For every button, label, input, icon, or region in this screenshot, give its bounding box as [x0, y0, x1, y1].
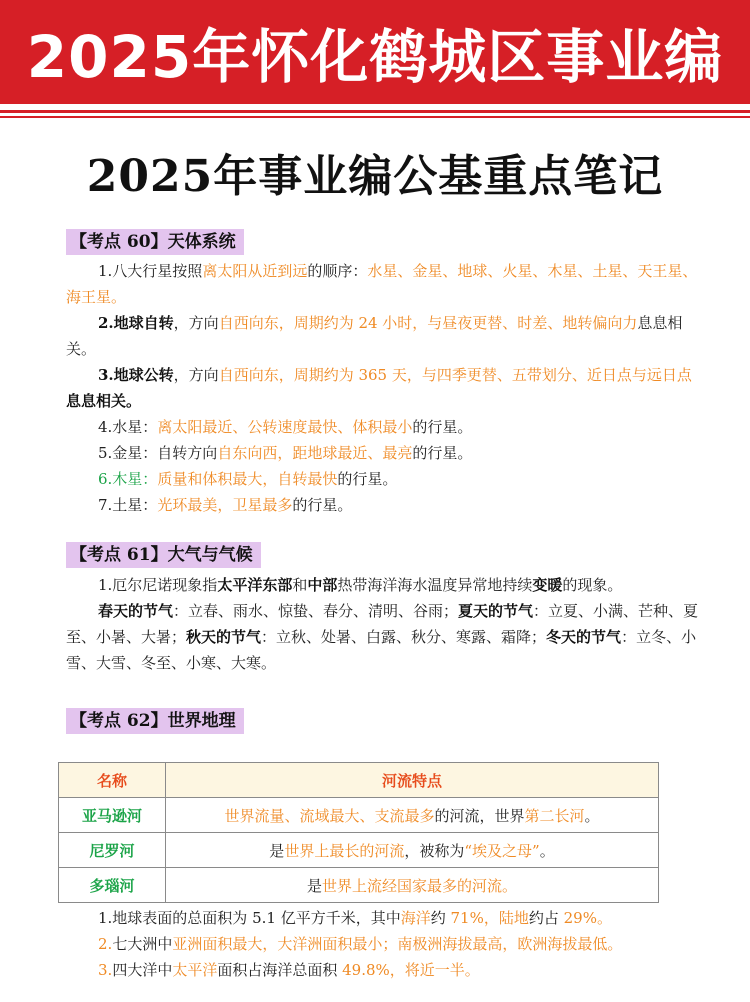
point-62-3: 3.四大洋中太平洋面积占海洋总面积 49.8%，将近一半。 [98, 961, 480, 979]
header-banner [0, 0, 750, 104]
banner-divider [0, 110, 750, 113]
river-name: 尼罗河 [59, 833, 166, 868]
section-tag-62: 【考点 62】世界地理 [66, 708, 244, 734]
banner-title: 2025年怀化鹤城区事业编 [26, 23, 724, 91]
point-62-2: 2.七大洲中亚洲面积最大，大洋洲面积最小；南极洲海拔最高，欧洲海拔最低。 [98, 935, 623, 953]
table-header-row [59, 763, 659, 798]
table-row [59, 798, 659, 833]
banner-divider-thin [0, 116, 750, 118]
point-61-1: 1.厄尔尼诺现象指太平洋东部和中部热带海洋海水温度异常地持续变暖的现象。 [98, 576, 623, 594]
river-feature: 是世界上流经国家最多的河流。 [166, 868, 659, 903]
rivers-table [58, 762, 659, 903]
river-feature: 世界流量、流域最大、支流最多的河流，世界第二长河。 [166, 798, 659, 833]
river-name: 多瑙河 [59, 868, 166, 903]
point-62-1: 1.地球表面的总面积为 5.1 亿平方千米，其中海洋约 71%，陆地约占 29%。 [98, 909, 612, 927]
point-61-2: 春天的节气：立春、雨水、惊蛰、春分、清明、谷雨；夏天的节气：立夏、小满、芒种、夏至、小暑、大暑；秋天的节气：立秋、处暑、白露、秋分、寒露、霜降；冬天的节气：立冬、小雪、大雪、冬至、小寒、大寒。 [66, 602, 699, 672]
river-feature: 是世界上最长的河流，被称为“埃及之母”。 [166, 833, 659, 868]
point-60-6: 6.木星：质量和体积最大，自转最快的行星。 [98, 470, 398, 488]
table-row [59, 833, 659, 868]
point-60-5: 5.金星：自转方向自东向西，距地球最近、最亮的行星。 [98, 444, 473, 462]
point-60-3: 3.地球公转，方向自西向东，周期约为 365 天，与四季更替、五带划分、近日点与远日点息息相关。 [66, 366, 692, 410]
point-60-7: 7.土星：光环最美，卫星最多的行星。 [98, 496, 353, 514]
river-name: 亚马逊河 [59, 798, 166, 833]
section-tag-61: 【考点 61】大气与气候 [66, 542, 261, 568]
point-60-1: 1.八大行星按照离太阳从近到远的顺序：水星、金星、地球、火星、木星、土星、天王星、海王星。 [66, 262, 698, 306]
table-row [59, 868, 659, 903]
section-tag-60: 【考点 60】天体系统 [66, 229, 244, 255]
header-name: 名称 [59, 763, 166, 798]
point-60-4: 4.水星：离太阳最近、公转速度最快、体积最小的行星。 [98, 418, 473, 436]
document-title: 2025年事业编公基重点笔记 [86, 151, 664, 202]
point-60-2: 2.地球自转，方向自西向东，周期约为 24 小时，与昼夜更替、时差、地转偏向力息息相关。 [66, 314, 683, 358]
header-feature: 河流特点 [166, 763, 659, 798]
